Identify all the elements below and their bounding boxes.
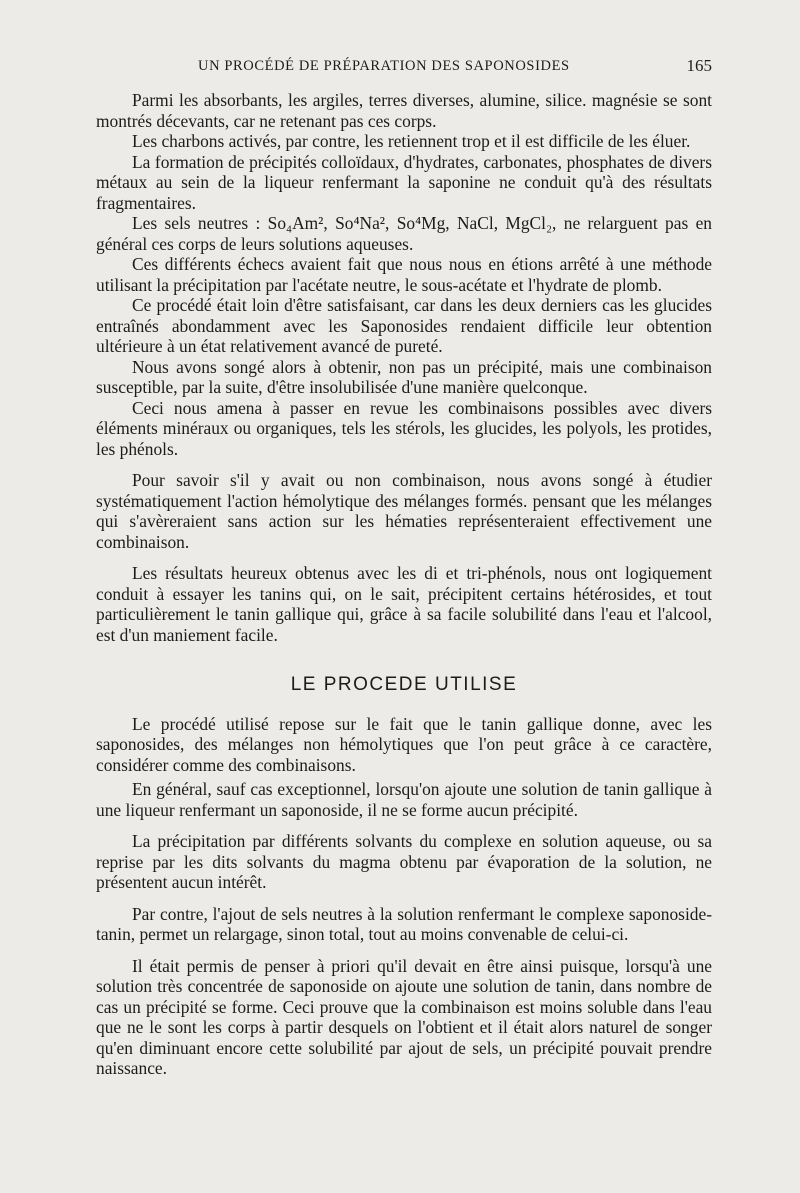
paragraph: Les résultats heureux obtenus avec les di et tri-phénols, nous ont logiquement conduit à essayer les tanins qui, on le sait, précipitent certains hétérosides, et tout particulièrement le tanin gallique qui, grâce à sa facile solubilité dans l'eau et l'alcool, est d'un maniement facile. [96, 563, 712, 645]
paragraph: Les sels neutres : So₄Am², So⁴Na², So⁴Mg, NaCl, MgCl₂, ne relarguent pas en général ces corps de leurs solutions aqueuses. [96, 213, 712, 254]
paragraph: Il était permis de penser à priori qu'il devait en être ainsi puisque, lorsqu'à une solution très concentrée de saponoside on ajoute une solution de tanin, dans nombre de cas un précipité se forme. Ceci prouve que la combinaison est moins soluble dans l'eau que ne le sont les corps à partir desquels on l'obtient et il était alors naturel de songer qu'en diminuant encore cette solubilité par ajout de sels, un précipité pouvait prendre naissance. [96, 955, 712, 1078]
body-text [96, 90, 712, 1079]
paragraph: Par contre, l'ajout de sels neutres à la solution renfermant le complexe saponoside-tanin, permet un relargage, sinon total, tout au moins convenable de celui-ci. [96, 903, 712, 944]
paragraph: Ces différents échecs avaient fait que nous nous en étions arrêté à une méthode utilisant la précipitation par l'acétate neutre, le sous-acétate et l'hydrate de plomb. [96, 254, 712, 295]
paragraph: Nous avons songé alors à obtenir, non pas un précipité, mais une combinaison susceptible, par la suite, d'être insolubilisée d'une manière quelconque. [96, 356, 712, 397]
paragraph: Ceci nous amena à passer en revue les combinaisons possibles avec divers éléments minéraux ou organiques, tels les stérols, les glucides, les polyols, les protides, les phénols. [96, 397, 712, 459]
paragraph: Parmi les absorbants, les argiles, terres diverses, alumine, silice. magnésie se sont montrés décevants, car ne retenant pas ces corps. [96, 90, 712, 131]
paragraph: Ce procédé était loin d'être satisfaisant, car dans les deux derniers cas les glucides entraînés abondamment avec les Saponosides rendaient difficile leur obtention ultérieure à un état relativement avancé de pureté. [96, 295, 712, 356]
paragraph: Le procédé utilisé repose sur le fait que le tanin gallique donne, avec les saponosides, des mélanges non hémolytiques que l'on peut grâce à ce caractère, considérer comme des combinaisons. [96, 713, 712, 775]
paragraph: Les charbons activés, par contre, les retiennent trop et il est difficile de les éluer. [132, 131, 691, 151]
paragraph: La précipitation par différents solvants du complexe en solution aqueuse, ou sa reprise par les dits solvants du magma obtenu par évaporation de la solution, ne présentent aucun intérêt. [96, 831, 712, 892]
running-head: UN PROCÉDÉ DE PRÉPARATION DES SAPONOSIDES [198, 58, 570, 74]
paragraph: En général, sauf cas exceptionnel, lorsqu'on ajoute une solution de tanin gallique à une liqueur renfermant un saponoside, il ne se forme aucun précipité. [96, 779, 712, 820]
page-number: 165 [686, 56, 712, 75]
paragraph: La formation de précipités colloïdaux, d'hydrates, carbonates, phosphates de divers métaux au sein de la liqueur renfermant la saponine ne conduit qu'à des résultats fragmentaires. [96, 151, 712, 213]
section-title: LE PROCEDE UTILISE [290, 674, 518, 695]
paragraph: Pour savoir s'il y avait ou non combinaison, nous avons songé à étudier systématiquement l'action hémolytique des mélanges formés. pensant que les mélanges qui s'avèreraient sans action sur les hématies représenteraient effectivement une combinaison. [96, 470, 712, 552]
